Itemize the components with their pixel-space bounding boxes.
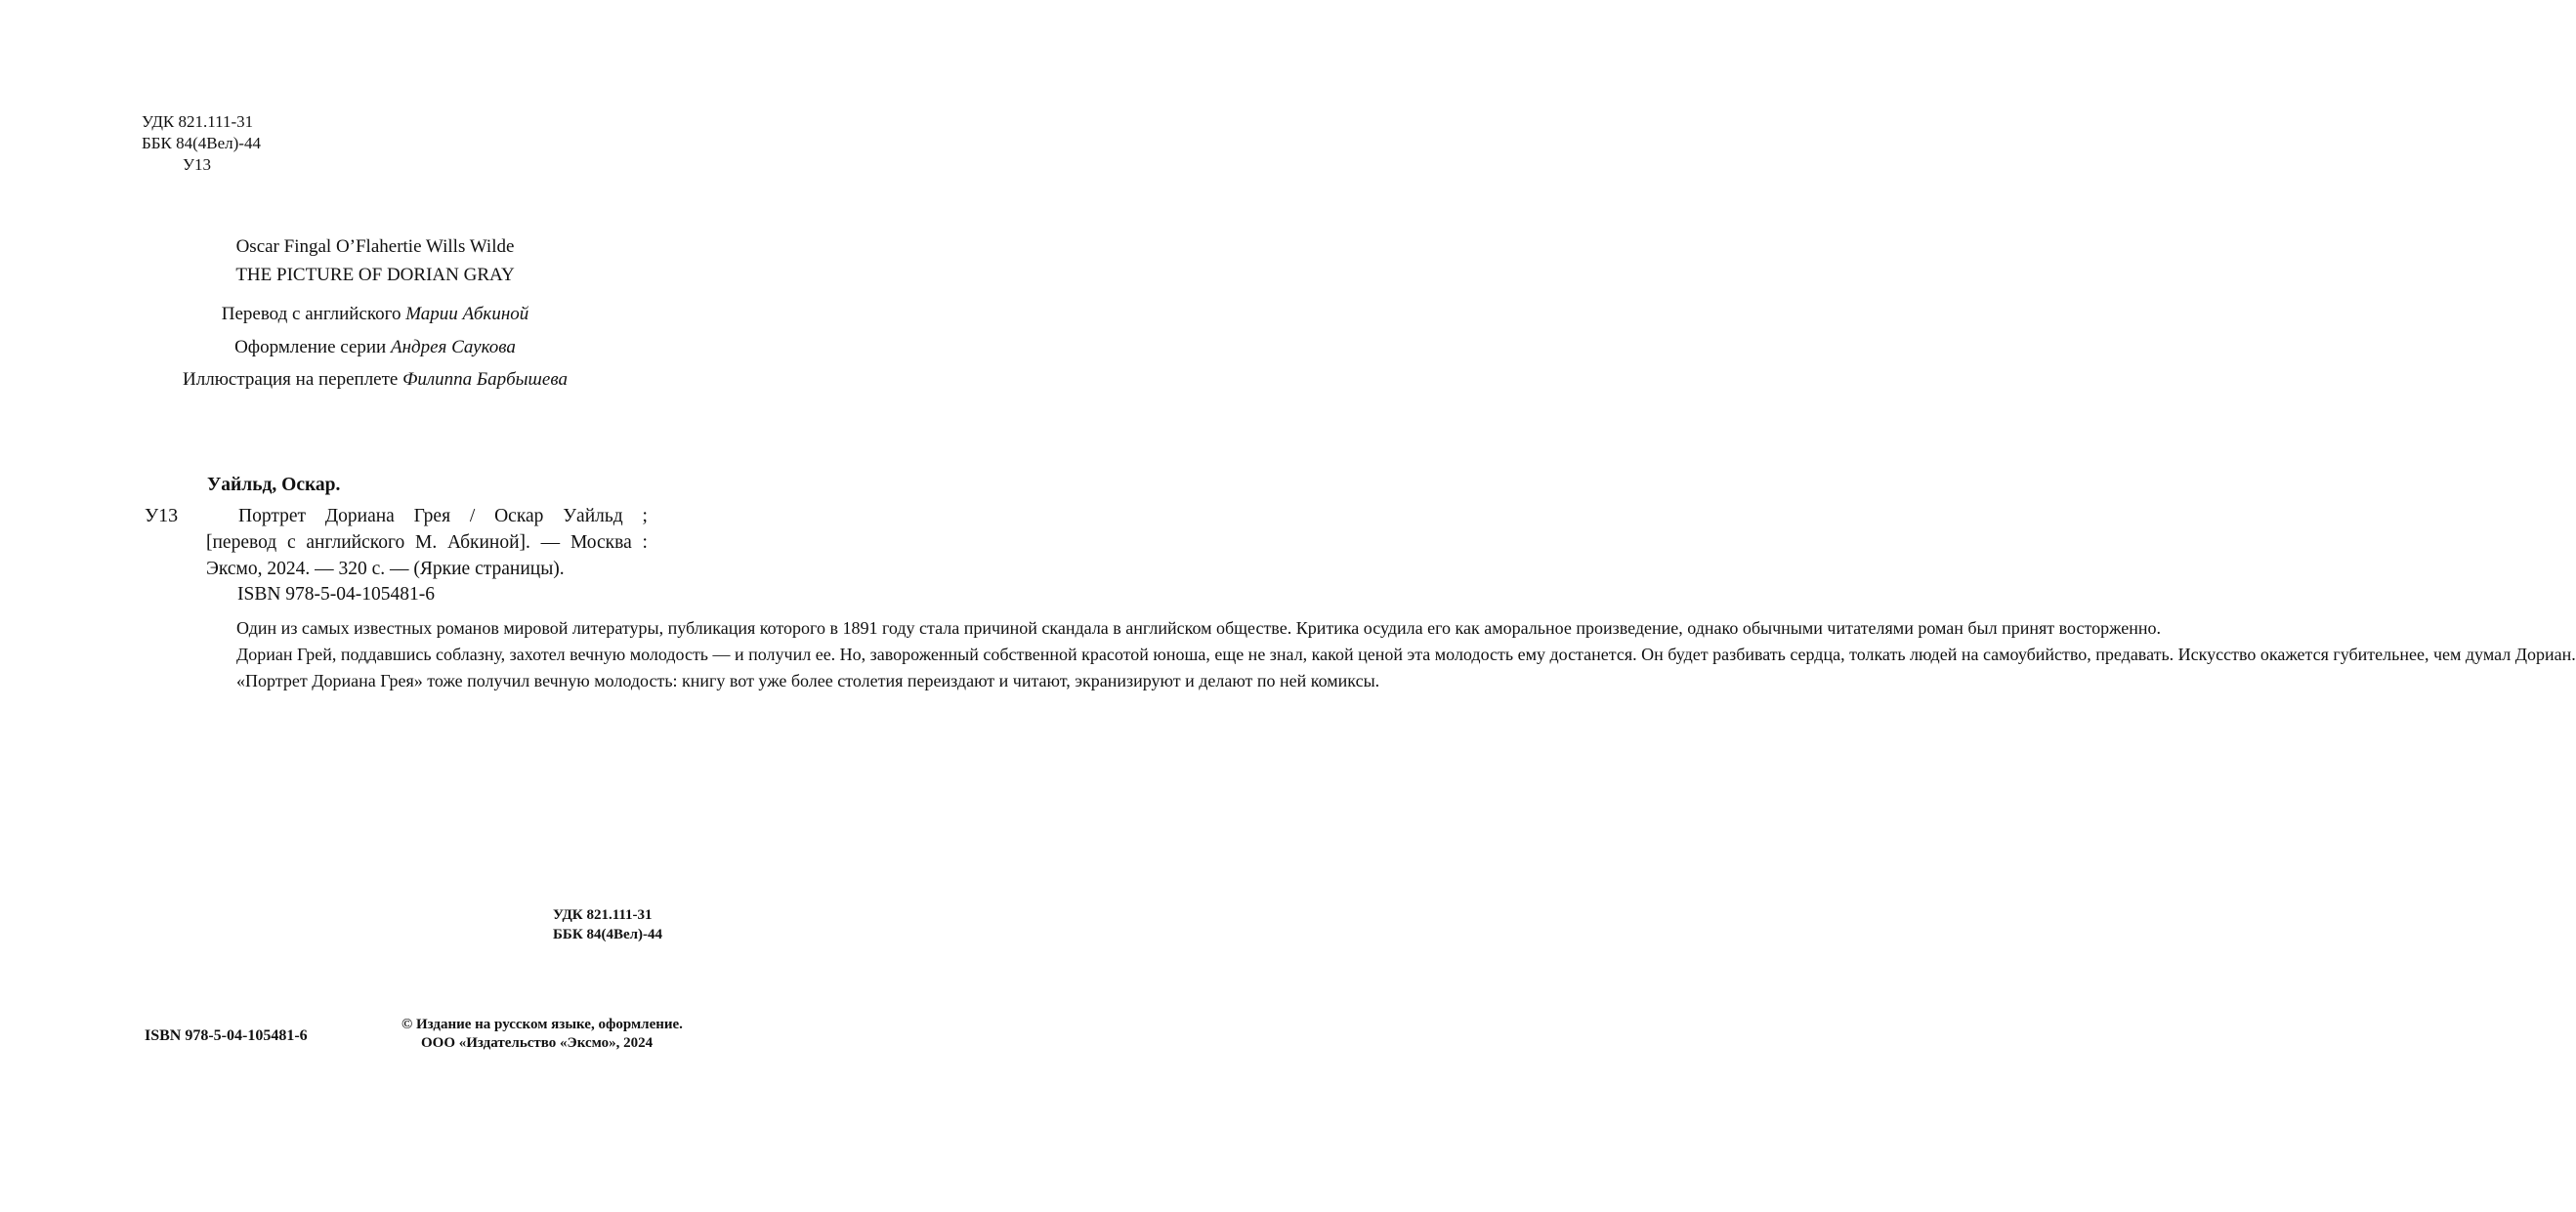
annotation-paragraph: «Портрет Дориана Грея» тоже получил вечную молодость: книгу вот уже более столетия переиздают и читают, экранизируют и делают по ней комиксы. xyxy=(236,671,1380,691)
bbk-code: ББК 84(4Вел)-44 xyxy=(142,134,261,152)
biblio-word: М. xyxy=(415,532,438,553)
design-prefix: Оформление серии xyxy=(234,337,391,357)
designer-name: Андрея Саукова xyxy=(390,337,516,357)
isbn: ISBN 978-5-04-105481-6 xyxy=(237,584,436,605)
bibliographic-description xyxy=(206,503,648,582)
bbk-code-bottom: ББК 84(4Вел)-44 xyxy=(553,927,663,942)
copyright-notice xyxy=(401,1016,683,1053)
entry-code: У13 xyxy=(145,505,179,526)
biblio-word: : xyxy=(642,532,648,553)
biblio-word: Грея xyxy=(413,506,451,526)
translation-credit xyxy=(0,304,750,325)
annotation-paragraph: Один из самых известных романов мировой литературы, публикация которого в 1891 году стала причиной скандала в английском обществе. Критика осудила его как аморальное произведение, однако обычными читателями роман был принят восторженно. xyxy=(236,618,2162,638)
author-mark: У13 xyxy=(183,155,212,174)
isbn-footer: ISBN 978-5-04-105481-6 xyxy=(145,1027,308,1044)
biblio-word: английского xyxy=(306,532,405,553)
biblio-word: Дориана xyxy=(324,506,395,526)
series-design-credit xyxy=(0,337,750,358)
udk-code-bottom: УДК 821.111-31 xyxy=(553,907,653,923)
author-heading: Уайльд, Оскар. xyxy=(207,475,341,495)
biblio-word: Москва xyxy=(570,532,632,553)
classification-codes-bottom xyxy=(553,905,662,944)
biblio-word: с xyxy=(286,532,296,553)
copyright-line-2: ООО «Издательство «Эксмо», 2024 xyxy=(421,1035,654,1051)
biblio-word: [перевод xyxy=(206,532,277,553)
biblio-word: ; xyxy=(642,506,648,526)
biblio-line-1 xyxy=(206,503,648,529)
biblio-line-3: Эксмо, 2024. — 320 с. — (Яркие страницы). xyxy=(206,559,565,579)
biblio-word: Уайльд xyxy=(563,506,623,526)
biblio-word: Портрет xyxy=(238,506,307,526)
biblio-word: Абкиной]. xyxy=(446,532,530,553)
biblio-word: / xyxy=(469,506,476,526)
illustration-prefix: Иллюстрация на переплете xyxy=(183,369,403,390)
original-title: THE PICTURE OF DORIAN GRAY xyxy=(235,265,515,285)
classification-codes xyxy=(142,111,261,176)
translator-name: Марии Абкиной xyxy=(405,304,529,324)
biblio-word: Оскар xyxy=(494,506,544,526)
copyright-line-1: © Издание на русском языке, оформление. xyxy=(401,1017,683,1032)
translation-prefix: Перевод с английского xyxy=(221,304,406,324)
illustrator-name: Филиппа Барбышева xyxy=(402,369,568,390)
original-author: Oscar Fingal O’Flahertie Wills Wilde xyxy=(235,236,515,257)
annotation xyxy=(204,616,2576,693)
biblio-word: — xyxy=(540,532,561,553)
udk-code: УДК 821.111-31 xyxy=(142,112,254,131)
annotation-paragraph: Дориан Грей, поддавшись соблазну, захотел вечную молодость — и получил ее. Но, завороженный собственной красотой юноша, еще не знал, какой ценой эта молодость ему достанется. Он будет разбивать сердца, толкать людей на самоубийство, предавать. Искусство окажется губительнее, чем думал Дориан. xyxy=(236,645,2576,665)
illustration-credit xyxy=(0,369,750,391)
biblio-line-2 xyxy=(206,529,648,556)
